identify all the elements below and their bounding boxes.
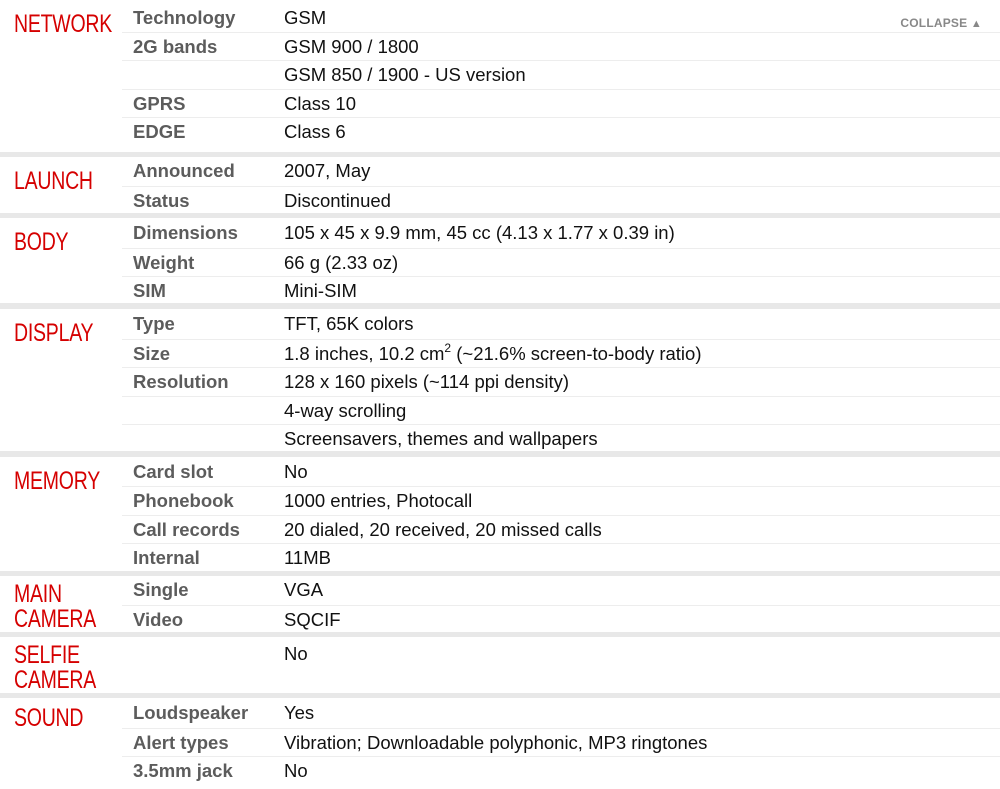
collapse-button[interactable]: [900, 16, 982, 30]
spec-value-text: Class 6: [284, 121, 346, 142]
spec-value-text: Class 10: [284, 93, 356, 114]
spec-row: [122, 458, 1000, 486]
spec-value-text: 1000 entries, Photocall: [284, 490, 473, 511]
spec-value: [284, 37, 419, 57]
spec-section-body: [0, 218, 1000, 303]
spec-label[interactable]: 2G bands: [133, 36, 218, 57]
spec-value-text: Vibration; Downloadable polyphonic, MP3 ringtones: [284, 732, 708, 753]
spec-value: [284, 761, 308, 781]
spec-value-text: No: [284, 760, 308, 781]
section-title[interactable]: [14, 706, 83, 731]
spec-label[interactable]: Call records: [133, 519, 240, 540]
section-title[interactable]: [14, 12, 112, 37]
section-title-line: NETWORK: [14, 10, 113, 38]
spec-row: [122, 396, 1000, 425]
spec-section-selfie-camera: [0, 637, 1000, 693]
spec-label[interactable]: GPRS: [133, 93, 186, 114]
spec-value-text: No: [284, 461, 308, 482]
spec-value-text-after: (~21.6% screen-to-body ratio): [451, 343, 702, 364]
spec-value: [284, 429, 598, 449]
spec-label[interactable]: Card slot: [133, 461, 214, 482]
spec-row: [122, 486, 1000, 515]
spec-value-text: Mini-SIM: [284, 280, 357, 301]
spec-row: [122, 248, 1000, 277]
section-title[interactable]: [14, 582, 96, 632]
spec-section-sound: [0, 698, 1000, 789]
spec-value: [284, 733, 707, 753]
spec-section-display: [0, 309, 1000, 451]
spec-row: [122, 157, 1000, 185]
spec-label[interactable]: Size: [133, 343, 171, 364]
spec-label[interactable]: Announced: [133, 160, 235, 181]
spec-value: [284, 281, 357, 301]
spec-row: [122, 543, 1000, 572]
spec-row: [122, 576, 1000, 604]
spec-label[interactable]: Resolution: [133, 371, 229, 392]
spec-row: [122, 605, 1000, 634]
spec-value-text: 4-way scrolling: [284, 400, 407, 421]
spec-label[interactable]: SIM: [133, 280, 166, 301]
spec-row: [122, 89, 1000, 118]
spec-value: [284, 520, 602, 540]
spec-row: [122, 515, 1000, 544]
spec-label[interactable]: Phonebook: [133, 490, 234, 511]
section-title-line: LAUNCH: [14, 167, 93, 195]
spec-label[interactable]: Alert types: [133, 732, 229, 753]
spec-value: [284, 161, 370, 181]
spec-row: [122, 32, 1000, 61]
section-title-line: SELFIE: [14, 641, 80, 669]
spec-row: [122, 4, 1000, 32]
collapse-label: COLLAPSE: [900, 16, 968, 30]
spec-value-text: 2007, May: [284, 160, 371, 181]
section-title-line: MEMORY: [14, 467, 100, 495]
spec-row: [122, 339, 1000, 368]
section-title-line: SOUND: [14, 704, 84, 732]
triangle-up-icon: ▲: [970, 18, 982, 30]
spec-value-text: SQCIF: [284, 609, 341, 630]
section-title[interactable]: [14, 230, 68, 255]
spec-value: [284, 580, 323, 600]
spec-row: [122, 186, 1000, 215]
section-title[interactable]: [14, 469, 100, 494]
spec-value: [284, 94, 356, 114]
spec-value: [284, 462, 308, 482]
spec-value-text: 105 x 45 x 9.9 mm, 45 cc (4.13 x 1.77 x 0.39 in): [284, 222, 675, 243]
spec-value-text: Discontinued: [284, 190, 391, 211]
spec-row: [122, 276, 1000, 305]
spec-row: [122, 756, 1000, 785]
spec-value: [284, 644, 308, 664]
spec-value-text: 66 g (2.33 oz): [284, 252, 399, 273]
spec-value: [284, 548, 331, 568]
spec-value-text: GSM 900 / 1800: [284, 36, 419, 57]
spec-section-main-camera: [0, 576, 1000, 632]
superscript: 2: [444, 341, 452, 355]
section-title-line: MAIN: [14, 580, 62, 608]
spec-row: [122, 728, 1000, 757]
spec-value: [284, 401, 406, 421]
spec-value: [284, 223, 675, 243]
spec-value: [284, 341, 702, 364]
spec-row: [122, 424, 1000, 453]
spec-label[interactable]: Type: [133, 313, 175, 334]
section-title[interactable]: [14, 643, 96, 693]
section-title-line: CAMERA: [14, 605, 97, 633]
spec-value: [284, 610, 341, 630]
spec-section-launch: [0, 157, 1000, 213]
spec-row: [122, 640, 1000, 668]
spec-value: [284, 122, 346, 142]
spec-value-text: Yes: [284, 702, 315, 723]
spec-value: [284, 314, 414, 334]
spec-value-text: 1.8 inches, 10.2 cm: [284, 343, 445, 364]
section-title-line: CAMERA: [14, 666, 97, 694]
spec-row: [122, 117, 1000, 146]
spec-row: [122, 60, 1000, 89]
spec-value: [284, 372, 569, 392]
spec-value: [284, 8, 326, 28]
spec-value-text: 128 x 160 pixels (~114 ppi density): [284, 371, 570, 392]
spec-value: [284, 253, 398, 273]
spec-value-text: GSM: [284, 7, 327, 28]
spec-label[interactable]: Loudspeaker: [133, 702, 249, 723]
spec-value-text: TFT, 65K colors: [284, 313, 414, 334]
spec-value-text: VGA: [284, 579, 324, 600]
spec-value-text: GSM 850 / 1900 - US version: [284, 64, 526, 85]
spec-label[interactable]: 3.5mm jack: [133, 760, 233, 781]
spec-label[interactable]: Weight: [133, 252, 195, 273]
spec-label[interactable]: Internal: [133, 547, 200, 568]
spec-label[interactable]: EDGE: [133, 121, 186, 142]
section-title-line: BODY: [14, 228, 69, 256]
spec-row: [122, 310, 1000, 338]
spec-row: [122, 219, 1000, 247]
spec-label[interactable]: Single: [133, 579, 189, 600]
spec-row: [122, 699, 1000, 727]
section-title-line: DISPLAY: [14, 319, 94, 347]
spec-label[interactable]: Status: [133, 190, 190, 211]
spec-label[interactable]: Dimensions: [133, 222, 238, 243]
spec-section-network: [0, 0, 1000, 152]
section-title[interactable]: [14, 169, 93, 194]
spec-value: [284, 65, 526, 85]
spec-value: [284, 191, 391, 211]
spec-value-text: No: [284, 643, 308, 664]
spec-value-text: 11MB: [284, 547, 331, 568]
spec-row: [122, 367, 1000, 396]
spec-value-text: 20 dialed, 20 received, 20 missed calls: [284, 519, 602, 540]
spec-value-text: Screensavers, themes and wallpapers: [284, 428, 598, 449]
spec-value: [284, 491, 472, 511]
spec-label[interactable]: Technology: [133, 7, 236, 28]
spec-section-memory: [0, 457, 1000, 571]
spec-value: [284, 703, 314, 723]
spec-label[interactable]: Video: [133, 609, 184, 630]
section-title[interactable]: [14, 321, 93, 346]
